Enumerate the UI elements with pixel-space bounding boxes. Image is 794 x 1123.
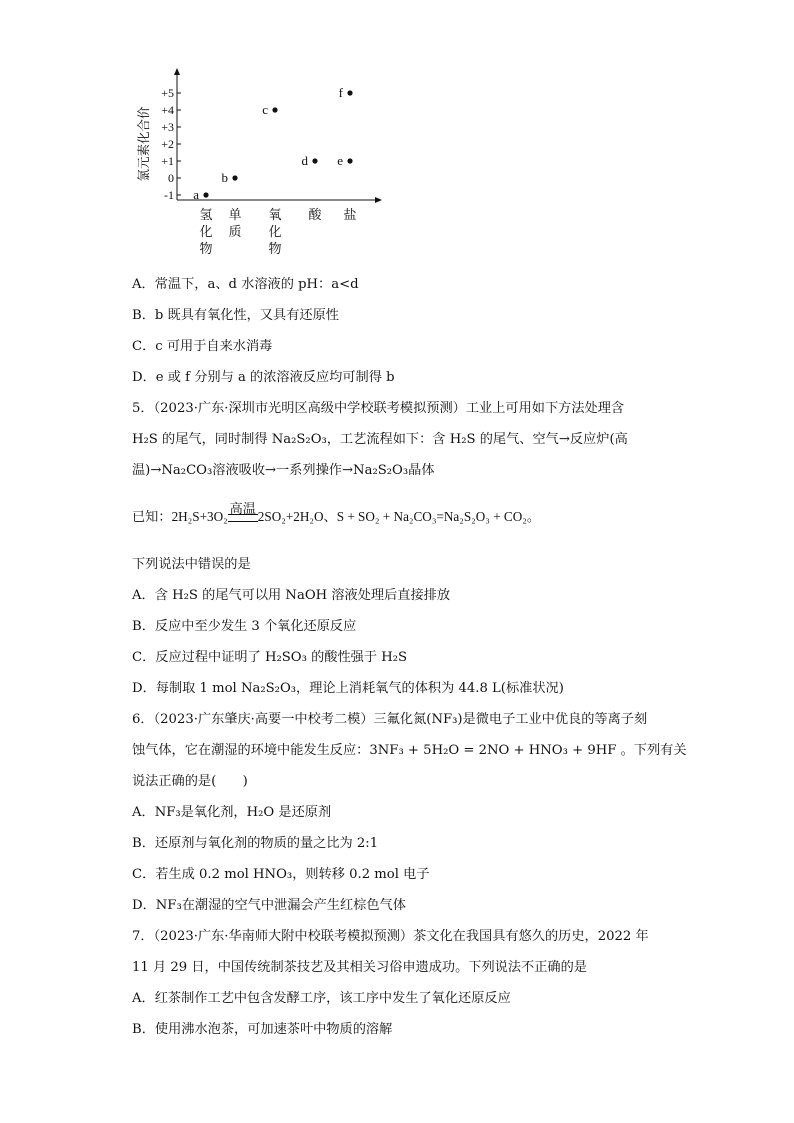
point-label-f: f [338, 85, 343, 100]
y-tick-label: +1 [161, 154, 174, 168]
q5-option-a: A．含 H₂S 的尾气可以用 NaOH 溶液处理后直接排放 [132, 588, 451, 603]
eq1-right: 2SO₂+2H₂O [257, 509, 324, 524]
valence-chart [128, 62, 398, 262]
data-point-f [347, 90, 352, 95]
x-category-label: 化 [268, 224, 282, 239]
q7-option-a: A．红茶制作工艺中包含发酵工序，该工序中发生了氧化还原反应 [132, 991, 511, 1006]
x-category-label: 质 [228, 224, 242, 239]
q5-prompt: 下列说法中错误的是 [132, 557, 251, 572]
y-tick-label: +3 [161, 120, 174, 134]
x-category-label: 酸 [308, 207, 322, 222]
q6-option-d: D．NF₃在潮湿的空气中泄漏会产生红棕色气体 [132, 898, 406, 913]
q7-stem-line1: 7．（2023·广东·华南师大附中校联考模拟预测）茶文化在我国具有悠久的历史，2022 年 [132, 929, 649, 944]
q4-option-c: C．c 可用于自来水消毒 [132, 339, 273, 354]
data-point-a [203, 192, 208, 197]
point-label-d: d [301, 153, 308, 168]
q6-option-c: C．若生成 0.2 mol HNO₃，则转移 0.2 mol 电子 [132, 867, 430, 882]
eq-end: 。 [526, 510, 541, 525]
y-tick-label: +5 [161, 86, 174, 100]
x-category-label: 单 [228, 207, 242, 222]
data-point-e [347, 158, 352, 163]
q6-stem-line1: 6．（2023·广东肇庆·高要一中校考二模）三氟化氮(NF₃)是微电子工业中优良的等离子刻 [132, 712, 648, 727]
eq-separator: 、 [323, 510, 337, 525]
q5-option-b: B．反应中至少发生 3 个氧化还原反应 [132, 619, 357, 634]
q6-stem-line3: 说法正确的是( ) [132, 774, 248, 789]
q4-option-a: A．常温下，a、d 水溶液的 pH：a<d [132, 277, 359, 292]
point-label-e: e [337, 153, 343, 168]
x-category-label: 化 [199, 224, 213, 239]
point-label-b: b [221, 170, 228, 185]
q5-stem-line3: 温)→Na₂CO₃溶液吸收→一系列操作→Na₂S₂O₃晶体 [132, 463, 435, 478]
q5-stem-line2: H₂S 的尾气，同时制得 Na₂S₂O₃，工艺流程如下：含 H₂S 的尾气、空气→反应炉(高 [132, 432, 628, 447]
q6-stem-line2: 蚀气体，它在潮湿的环境中能发生反应：3NF₃ + 5H₂O = 2NO + HNO₃ + 9HF 。下列有关 [132, 743, 687, 758]
x-category-label: 盐 [343, 207, 357, 222]
x-category-label: 物 [199, 241, 213, 256]
q4-option-b: B．b 既具有氧化性，又具有还原性 [132, 308, 339, 323]
q4-option-d: D．e 或 f 分别与 a 的浓溶液反应均可制得 b [132, 370, 395, 385]
y-tick-label: +2 [161, 137, 174, 151]
y-axis-arrow [174, 68, 180, 75]
y-tick-label: +4 [161, 103, 174, 117]
point-label-c: c [262, 102, 268, 117]
y-tick-label: 0 [168, 171, 174, 185]
q6-option-a: A．NF₃是氧化剂，H₂O 是还原剂 [132, 805, 332, 820]
x-axis-arrow [375, 197, 382, 203]
data-point-c [272, 107, 277, 112]
y-axis-label: 氯元素化合价 [137, 106, 151, 182]
x-category-label: 物 [268, 241, 282, 256]
x-category-label: 氢 [199, 207, 213, 222]
q6-option-b: B．还原剂与氧化剂的物质的量之比为 2:1 [132, 836, 379, 851]
q7-option-b: B．使用沸水泡茶，可加速茶叶中物质的溶解 [132, 1022, 393, 1037]
q5-known-equations [132, 502, 541, 527]
point-label-a: a [193, 187, 199, 202]
eq2: S + SO₂ + Na₂CO₃=Na₂S₂O₃ + CO₂ [336, 509, 527, 524]
data-point-b [232, 175, 237, 180]
q5-option-c: C．反应过程中证明了 H₂SO₃ 的酸性强于 H₂S [132, 650, 408, 665]
known-prefix: 已知： [132, 510, 172, 525]
x-category-label: 氧 [268, 207, 282, 222]
y-tick-label: -1 [164, 188, 174, 202]
q5-option-d: D．每制取 1 mol Na₂S₂O₃，理论上消耗氧气的体积为 44.8 L(标准状况) [132, 681, 564, 696]
condition-arrow [228, 502, 258, 527]
data-point-d [312, 158, 317, 163]
q5-stem-line1: 5．（2023·广东·深圳市光明区高级中学校联考模拟预测）工业上可用如下方法处理含 [132, 401, 625, 416]
q7-stem-line2: 11 月 29 日，中国传统制茶技艺及其相关习俗申遗成功。下列说法不正确的是 [132, 960, 587, 975]
condition-text: 高温 [229, 502, 256, 517]
eq1-left: 2H₂S+3O₂ [171, 509, 228, 524]
